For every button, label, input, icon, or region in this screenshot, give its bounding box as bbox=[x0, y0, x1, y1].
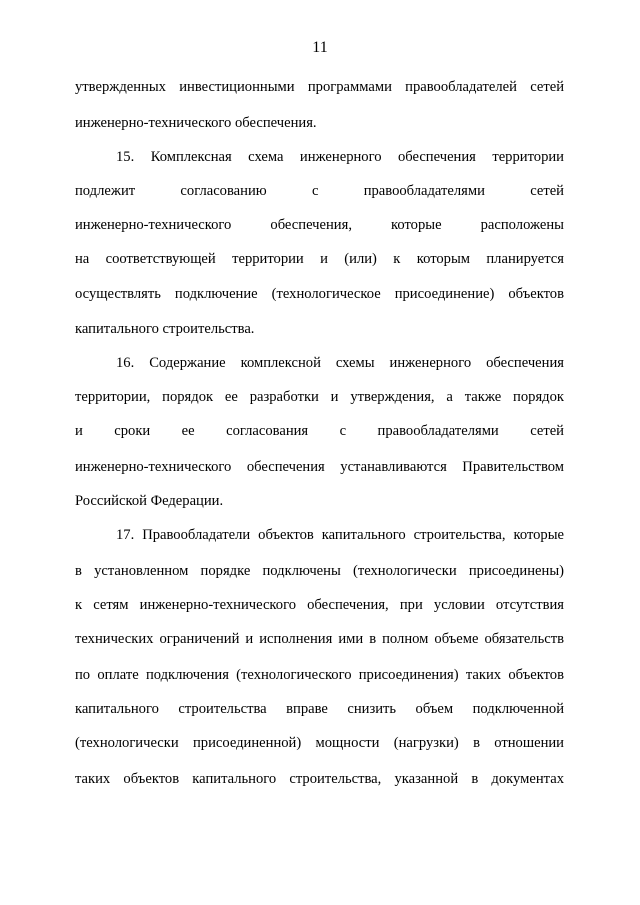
text-line: инженерно-технического обеспечения устанавливаются Правительством bbox=[75, 459, 564, 475]
text-line: к сетям инженерно-технического обеспечения, при условии отсутствия bbox=[75, 597, 564, 613]
text-line: капитального строительства. bbox=[75, 321, 255, 337]
text-line: территории, порядок ее разработки и утверждения, а также порядок bbox=[75, 389, 564, 405]
text-line: на соответствующей территории и (или) к которым планируется bbox=[75, 251, 564, 267]
text-line: (технологически присоединенной) мощности (нагрузки) в отношении bbox=[75, 735, 564, 751]
text-line: утвержденных инвестиционными программами правообладателей сетей bbox=[75, 79, 564, 95]
text-line: подлежит согласованию с правообладателями сетей bbox=[75, 183, 564, 199]
paragraph-15-start: 15. Комплексная схема инженерного обеспечения территории bbox=[116, 149, 564, 165]
text-line: инженерно-технического обеспечения, которые расположены bbox=[75, 217, 564, 233]
text-line: осуществлять подключение (технологическое присоединение) объектов bbox=[75, 286, 564, 302]
text-line: технических ограничений и исполнения ими в полном объеме обязательств bbox=[75, 631, 564, 647]
text-line: капитального строительства вправе снизить объем подключенной bbox=[75, 701, 564, 717]
text-line: по оплате подключения (технологического присоединения) таких объектов bbox=[75, 667, 564, 683]
paragraph-16-start: 16. Содержание комплексной схемы инженерного обеспечения bbox=[116, 355, 564, 371]
text-line: Российской Федерации. bbox=[75, 493, 224, 509]
text-line: в установленном порядке подключены (технологически присоединены) bbox=[75, 563, 564, 579]
paragraph-17-start: 17. Правообладатели объектов капитального строительства, которые bbox=[116, 527, 564, 543]
text-line: и сроки ее согласования с правообладателями сетей bbox=[75, 423, 564, 439]
text-line: инженерно-технического обеспечения. bbox=[75, 115, 317, 131]
page-number: 11 bbox=[312, 39, 328, 56]
text-line: таких объектов капитального строительства, указанной в документах bbox=[75, 771, 564, 787]
